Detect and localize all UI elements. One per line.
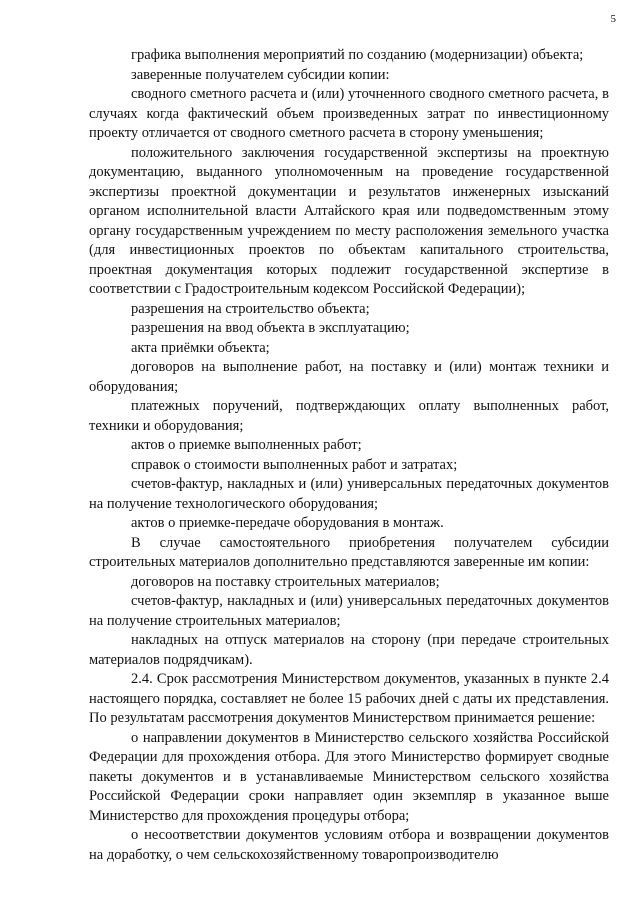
paragraph: положительного заключения государственной экспертизы на проектную документацию, выданного уполномоченным на проведение государственной экспертизы проектной документации и результатов инженерных изысканий органом исполнительной власти Алтайского края или подведомственным этому органу государственным учреждением по месту расположения земельного участка (для инвестиционных проектов по объектам капитального строительства, проектная документация которых подлежит государственной экспертизе в соответствии с Градостроительным кодексом Российской Федерации); <box>89 144 609 297</box>
paragraph: накладных на отпуск материалов на сторону (при передаче строительных материалов подрядчикам). <box>89 632 609 668</box>
paragraph: заверенные получателем субсидии копии: <box>131 66 390 83</box>
paragraph: справок о стоимости выполненных работ и затратах; <box>131 456 458 473</box>
paragraph: договоров на выполнение работ, на поставку и (или) монтаж техники и оборудования; <box>89 359 609 395</box>
paragraph: актов о приемке выполненных работ; <box>131 437 362 453</box>
paragraph: актов о приемке-передаче оборудования в монтаж. <box>131 515 444 531</box>
paragraph: графика выполнения мероприятий по созданию (модернизации) объекта; <box>131 47 584 63</box>
paragraph: сводного сметного расчета и (или) уточненного сводного сметного расчета, в случаях когда фактический объем произведенных затрат по инвестиционному проекту отличается от сводного сметного расчета в сторону уменьшения; <box>89 86 609 141</box>
paragraph: разрешения на строительство объекта; <box>131 300 370 317</box>
page-number: 5 <box>610 13 616 25</box>
paragraph: счетов-фактур, накладных и (или) универсальных передаточных документов на получение строительных материалов; <box>89 593 609 629</box>
paragraph: 2.4. Срок рассмотрения Министерством документов, указанных в пункте 2.4 настоящего порядка, составляет не более 15 рабочих дней с даты их представления. По результатам рассмотрения документов Министерством принимается решение: <box>89 671 609 726</box>
paragraph: о направлении документов в Министерство сельского хозяйства Российской Федерации для прохождения отбора. Для этого Министерство формирует сводные пакеты документов и в устанавливаемые Министерством сельского хозяйства Российской Федерации сроки направляет один экземпляр в указанное выше Министерство для прохождения процедуры отбора; <box>89 729 609 824</box>
paragraph: платежных поручений, подтверждающих оплату выполненных работ, техники и оборудования; <box>89 398 609 434</box>
paragraph: о несоответствии документов условиям отбора и возвращении документов на доработку, о чем сельскохозяйственному товаропроизводителю <box>89 827 609 863</box>
paragraph: В случае самостоятельного приобретения получателем субсидии строительных материалов дополнительно представляются заверенные им копии: <box>89 534 609 570</box>
paragraph: договоров на поставку строительных материалов; <box>131 573 440 590</box>
paragraph: разрешения на ввод объекта в эксплуатацию; <box>131 320 410 336</box>
paragraph: акта приёмки объекта; <box>131 339 270 356</box>
document-body <box>89 46 609 865</box>
paragraph: счетов-фактур, накладных и (или) универсальных передаточных документов на получение технологического оборудования; <box>89 476 609 512</box>
